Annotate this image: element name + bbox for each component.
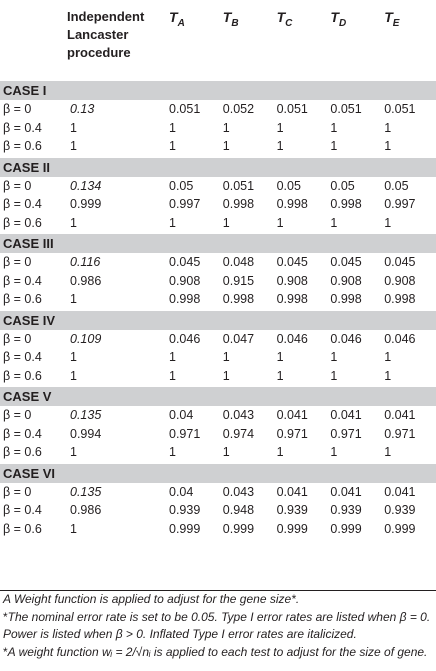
test-value: 0.051 bbox=[222, 178, 255, 193]
test-value: 1 bbox=[169, 120, 176, 135]
test-value: 1 bbox=[276, 368, 284, 383]
footnotes bbox=[0, 590, 436, 661]
test-value: 0.051 bbox=[169, 102, 201, 116]
test-value: 0.041 bbox=[330, 408, 362, 422]
test-value: 0.908 bbox=[330, 273, 362, 288]
test-value: 0.05 bbox=[384, 178, 409, 193]
test-value: 0.046 bbox=[330, 331, 362, 346]
table-row bbox=[0, 137, 436, 156]
header-lancaster: Independent Lancaster procedure bbox=[67, 9, 145, 60]
test-value: 1 bbox=[222, 445, 230, 459]
test-value: 0.939 bbox=[384, 503, 416, 517]
lancaster-value: 0.134 bbox=[70, 178, 102, 193]
test-value: 0.997 bbox=[169, 197, 201, 211]
test-value: 0.908 bbox=[384, 273, 416, 288]
test-value: 1 bbox=[384, 215, 392, 230]
beta-label: β = 0.6 bbox=[3, 445, 42, 459]
test-value: 0.998 bbox=[222, 197, 255, 211]
case-header-row bbox=[0, 158, 436, 177]
test-value: 0.998 bbox=[222, 292, 255, 306]
beta-label: β = 0 bbox=[3, 331, 32, 346]
table-row bbox=[0, 443, 436, 462]
test-value: 0.046 bbox=[169, 331, 201, 346]
lancaster-value: 1 bbox=[70, 350, 77, 364]
test-value: 1 bbox=[330, 120, 338, 135]
table-row bbox=[0, 501, 436, 520]
table-row bbox=[0, 520, 436, 539]
test-value: 1 bbox=[169, 215, 176, 230]
beta-label: β = 0.6 bbox=[3, 292, 42, 306]
lancaster-value: 1 bbox=[70, 139, 77, 153]
header-test-b: $T_B$ bbox=[222, 9, 239, 29]
test-value: 0.041 bbox=[384, 484, 416, 499]
beta-label: β = 0.6 bbox=[3, 368, 42, 383]
footnote-weight: A Weight function is applied to adjust for the gene size*. bbox=[3, 592, 300, 606]
beta-label: β = 0.6 bbox=[3, 521, 42, 536]
case-header-row bbox=[0, 311, 436, 330]
test-value: 0.047 bbox=[222, 331, 255, 346]
test-value: 0.998 bbox=[330, 292, 362, 306]
beta-label: β = 0.4 bbox=[3, 350, 42, 364]
test-value: 1 bbox=[276, 139, 284, 153]
header-test-c: $T_C$ bbox=[276, 9, 293, 29]
test-value: 0.999 bbox=[222, 521, 255, 536]
table-row bbox=[0, 406, 436, 425]
test-value: 0.045 bbox=[276, 255, 308, 269]
footnote-error-rate: *The nominal error rate is set to be 0.05. Type I error rates are listed when β = 0. Power is listed when β > 0. Inflated Type I error rates are italicized. bbox=[3, 609, 431, 641]
lancaster-value: 0.109 bbox=[70, 331, 102, 346]
test-value: 0.045 bbox=[169, 255, 201, 269]
header-test-d: $T_D$ bbox=[330, 9, 347, 29]
table-row bbox=[0, 348, 436, 367]
test-value: 0.999 bbox=[384, 521, 416, 536]
beta-label: β = 0.4 bbox=[3, 426, 42, 441]
beta-label: β = 0.4 bbox=[3, 503, 42, 517]
lancaster-value: 0.986 bbox=[70, 273, 102, 288]
test-value: 1 bbox=[222, 139, 230, 153]
table-row bbox=[0, 253, 436, 272]
test-value: 0.998 bbox=[169, 292, 201, 306]
test-value: 1 bbox=[330, 368, 338, 383]
lancaster-value: 0.135 bbox=[70, 484, 102, 499]
test-value: 0.971 bbox=[276, 426, 308, 441]
test-value: 0.971 bbox=[384, 426, 416, 441]
lancaster-value: 0.986 bbox=[70, 503, 102, 517]
test-value: 0.045 bbox=[330, 255, 362, 269]
lancaster-value: 0.999 bbox=[70, 197, 102, 211]
test-value: 0.041 bbox=[330, 484, 362, 499]
beta-label: β = 0.4 bbox=[3, 120, 42, 135]
test-value: 1 bbox=[169, 368, 176, 383]
beta-label: β = 0.4 bbox=[3, 197, 42, 211]
test-value: 1 bbox=[276, 120, 284, 135]
test-value: 1 bbox=[222, 368, 230, 383]
lancaster-value: 1 bbox=[70, 521, 77, 536]
case-label: CASE II bbox=[0, 158, 436, 177]
table-row bbox=[0, 195, 436, 214]
lancaster-value: 1 bbox=[70, 368, 77, 383]
case-header-row bbox=[0, 387, 436, 406]
beta-label: β = 0 bbox=[3, 102, 32, 116]
table-row bbox=[0, 483, 436, 502]
header-row bbox=[0, 0, 436, 79]
test-value: 0.052 bbox=[222, 102, 255, 116]
test-value: 0.04 bbox=[169, 484, 194, 499]
lancaster-value: 1 bbox=[70, 120, 77, 135]
test-value: 0.046 bbox=[276, 331, 308, 346]
test-value: 0.05 bbox=[276, 178, 301, 193]
beta-label: β = 0.6 bbox=[3, 139, 42, 153]
test-value: 0.999 bbox=[330, 521, 362, 536]
beta-label: β = 0.6 bbox=[3, 215, 42, 230]
test-value: 1 bbox=[222, 120, 230, 135]
table-row bbox=[0, 177, 436, 196]
test-value: 0.999 bbox=[276, 521, 308, 536]
test-value: 0.04 bbox=[169, 408, 194, 422]
footnote-weight-formula: *A weight function wᵢ = 2/√nᵢ is applied to each test to adjust for the size of gene. bbox=[3, 644, 428, 659]
test-value: 0.948 bbox=[222, 503, 255, 517]
table-row bbox=[0, 119, 436, 138]
test-value: 0.041 bbox=[384, 408, 416, 422]
test-value: 1 bbox=[276, 215, 284, 230]
test-value: 1 bbox=[222, 215, 230, 230]
beta-label: β = 0.4 bbox=[3, 273, 42, 288]
case-label: CASE III bbox=[0, 234, 436, 253]
beta-label: β = 0 bbox=[3, 178, 32, 193]
beta-label: β = 0 bbox=[3, 408, 32, 422]
test-value: 0.045 bbox=[384, 255, 416, 269]
test-value: 0.939 bbox=[276, 503, 308, 517]
case-header-row bbox=[0, 234, 436, 253]
case-label: CASE V bbox=[0, 387, 436, 406]
header-test-e: $T_E$ bbox=[384, 9, 400, 29]
test-value: 0.908 bbox=[169, 273, 201, 288]
test-value: 0.046 bbox=[384, 331, 416, 346]
case-label: CASE VI bbox=[0, 464, 436, 483]
table-row bbox=[0, 100, 436, 119]
lancaster-value: 1 bbox=[70, 215, 77, 230]
beta-label: β = 0 bbox=[3, 484, 32, 499]
test-value: 1 bbox=[222, 350, 230, 364]
case-header-row bbox=[0, 81, 436, 100]
table-row bbox=[0, 425, 436, 444]
test-value: 0.051 bbox=[330, 102, 362, 116]
test-value: 0.908 bbox=[276, 273, 308, 288]
test-value: 1 bbox=[384, 368, 392, 383]
table-row bbox=[0, 367, 436, 386]
test-value: 1 bbox=[384, 350, 392, 364]
test-value: 1 bbox=[384, 445, 392, 459]
test-value: 1 bbox=[169, 445, 176, 459]
lancaster-value: 0.135 bbox=[70, 408, 102, 422]
test-value: 0.999 bbox=[169, 521, 201, 536]
case-label: CASE IV bbox=[0, 311, 436, 330]
test-value: 0.05 bbox=[330, 178, 355, 193]
header-blank bbox=[0, 0, 67, 79]
test-value: 0.048 bbox=[222, 255, 255, 269]
case-label: CASE I bbox=[0, 81, 436, 100]
table-row bbox=[0, 214, 436, 233]
test-value: 0.043 bbox=[222, 484, 255, 499]
test-value: 0.05 bbox=[169, 178, 194, 193]
test-value: 1 bbox=[384, 139, 392, 153]
test-value: 0.974 bbox=[222, 426, 255, 441]
test-value: 0.997 bbox=[384, 197, 416, 211]
test-value: 1 bbox=[169, 139, 176, 153]
test-value: 0.051 bbox=[276, 102, 308, 116]
lancaster-value: 0.116 bbox=[70, 255, 101, 269]
lancaster-value: 0.13 bbox=[70, 102, 95, 116]
test-value: 0.041 bbox=[276, 408, 308, 422]
beta-label: β = 0 bbox=[3, 255, 32, 269]
test-value: 1 bbox=[330, 215, 338, 230]
lancaster-value: 0.994 bbox=[70, 426, 102, 441]
test-value: 0.041 bbox=[276, 484, 308, 499]
test-value: 1 bbox=[276, 350, 284, 364]
test-value: 1 bbox=[169, 350, 176, 364]
test-value: 1 bbox=[330, 139, 338, 153]
test-value: 1 bbox=[330, 350, 338, 364]
test-value: 0.043 bbox=[222, 408, 255, 422]
test-value: 0.998 bbox=[276, 292, 308, 306]
test-value: 0.998 bbox=[384, 292, 416, 306]
test-value: 0.051 bbox=[384, 102, 416, 116]
lancaster-value: 1 bbox=[70, 445, 77, 459]
test-value: 0.939 bbox=[169, 503, 201, 517]
test-value: 0.915 bbox=[222, 273, 255, 288]
table-row bbox=[0, 290, 436, 309]
lancaster-value: 1 bbox=[70, 292, 77, 306]
test-value: 0.998 bbox=[330, 197, 362, 211]
results-body bbox=[0, 79, 436, 538]
test-value: 1 bbox=[276, 445, 284, 459]
table-row bbox=[0, 272, 436, 291]
test-value: 0.998 bbox=[276, 197, 308, 211]
test-value: 1 bbox=[384, 120, 392, 135]
header-test-a: $T_A$ bbox=[169, 9, 185, 29]
test-value: 0.939 bbox=[330, 503, 362, 517]
case-header-row bbox=[0, 464, 436, 483]
test-value: 0.971 bbox=[330, 426, 362, 441]
table-row bbox=[0, 330, 436, 349]
test-value: 1 bbox=[330, 445, 338, 459]
test-value: 0.971 bbox=[169, 426, 201, 441]
